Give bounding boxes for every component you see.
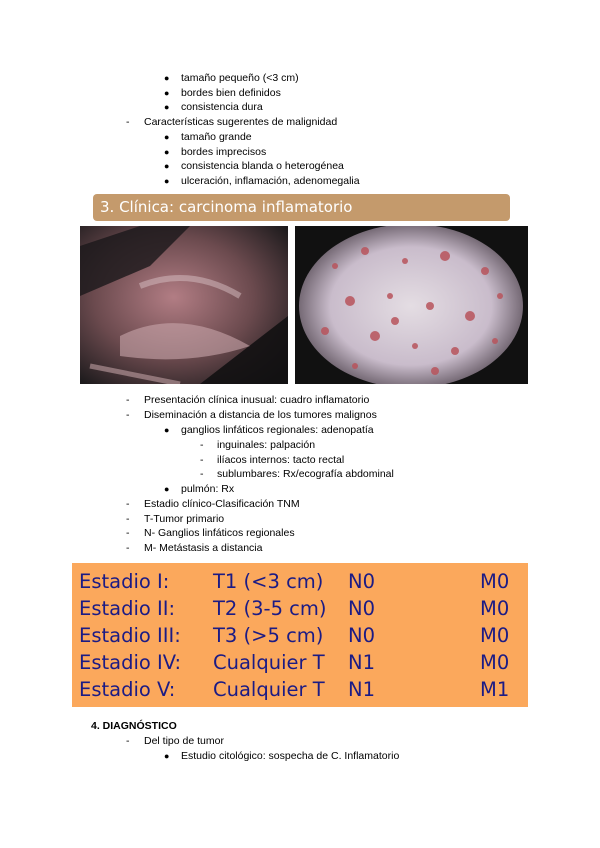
list-item: tamaño grande	[181, 131, 252, 143]
list-item: Del tipo de tumor	[144, 735, 224, 747]
stage-n: N1	[348, 678, 375, 701]
list-item: ulceración, inflamación, adenomegalia	[181, 175, 360, 187]
list-item: T-Tumor primario	[144, 513, 225, 525]
table-row	[72, 624, 528, 651]
section-title: 3. Clínica: carcinoma inflamatorio	[100, 198, 353, 216]
dash-icon: -	[126, 394, 130, 406]
list-item: Estadio clínico-Clasificación TNM	[144, 498, 300, 510]
list-item: inguinales: palpación	[217, 439, 316, 451]
bullet-icon: ●	[164, 425, 170, 435]
stage-t: Cualquier T	[213, 651, 325, 674]
stage-m: M1	[480, 678, 510, 701]
dash-icon: -	[200, 439, 204, 451]
list-item: bordes bien definidos	[181, 87, 281, 99]
stage-m: M0	[480, 597, 510, 620]
list-item: N- Ganglios linfáticos regionales	[144, 527, 295, 539]
bullet-icon: ●	[164, 132, 170, 142]
list-item: tamaño pequeño (<3 cm)	[181, 72, 299, 84]
bullet-icon: ●	[164, 484, 170, 494]
dash-icon: -	[200, 454, 204, 466]
list-item: pulmón: Rx	[181, 483, 235, 495]
table-row	[72, 678, 528, 705]
stage-label: Estadio V:	[79, 678, 176, 701]
bullet-icon: ●	[164, 176, 170, 186]
stage-m: M0	[480, 570, 510, 593]
list-item: consistencia blanda o heterogénea	[181, 160, 344, 172]
table-row	[72, 570, 528, 597]
stage-label: Estadio IV:	[79, 651, 182, 674]
stage-table	[72, 563, 528, 707]
stage-n: N0	[348, 570, 375, 593]
stage-t: T1 (<3 cm)	[213, 570, 324, 593]
list-item: consistencia dura	[181, 101, 263, 113]
stage-m: M0	[480, 624, 510, 647]
stage-label: Estadio I:	[79, 570, 170, 593]
list-item: M- Metástasis a distancia	[144, 542, 263, 554]
dash-icon: -	[126, 409, 130, 421]
list-item: Presentación clínica inusual: cuadro inflamatorio	[144, 394, 370, 406]
list-item: sublumbares: Rx/ecografía abdominal	[217, 468, 394, 480]
stage-t: Cualquier T	[213, 678, 325, 701]
dash-icon: -	[126, 513, 130, 525]
table-row	[72, 597, 528, 624]
list-item: Diseminación a distancia de los tumores malignos	[144, 409, 377, 421]
list-item: ganglios linfáticos regionales: adenopatía	[181, 424, 374, 436]
stage-label: Estadio II:	[79, 597, 176, 620]
dash-icon: -	[126, 735, 130, 747]
stage-n: N0	[348, 597, 375, 620]
stage-m: M0	[480, 651, 510, 674]
stage-n: N0	[348, 624, 375, 647]
list-item: Estudio citológico: sospecha de C. Inflamatorio	[181, 750, 400, 762]
list-item: ilíacos internos: tacto rectal	[217, 454, 345, 466]
bullet-icon: ●	[164, 102, 170, 112]
dash-icon: -	[126, 498, 130, 510]
stage-t: T2 (3-5 cm)	[213, 597, 327, 620]
table-row	[72, 651, 528, 678]
bullet-icon: ●	[164, 147, 170, 157]
stage-t: T3 (>5 cm)	[213, 624, 324, 647]
dash-icon: -	[126, 542, 130, 554]
bullet-icon: ●	[164, 161, 170, 171]
stage-n: N1	[348, 651, 375, 674]
section-title-bar	[93, 194, 510, 221]
section-heading: 4. DIAGNÓSTICO	[91, 720, 177, 732]
clinical-photo-right	[295, 226, 528, 384]
list-item: Características sugerentes de malignidad	[144, 116, 338, 128]
bullet-icon: ●	[164, 73, 170, 83]
dash-icon: -	[200, 468, 204, 480]
dash-icon: -	[126, 527, 130, 539]
bullet-icon: ●	[164, 751, 170, 761]
dash-icon: -	[126, 116, 130, 128]
stage-label: Estadio III:	[79, 624, 181, 647]
bullet-icon: ●	[164, 88, 170, 98]
list-item: bordes imprecisos	[181, 146, 267, 158]
clinical-photo-left	[80, 226, 288, 384]
